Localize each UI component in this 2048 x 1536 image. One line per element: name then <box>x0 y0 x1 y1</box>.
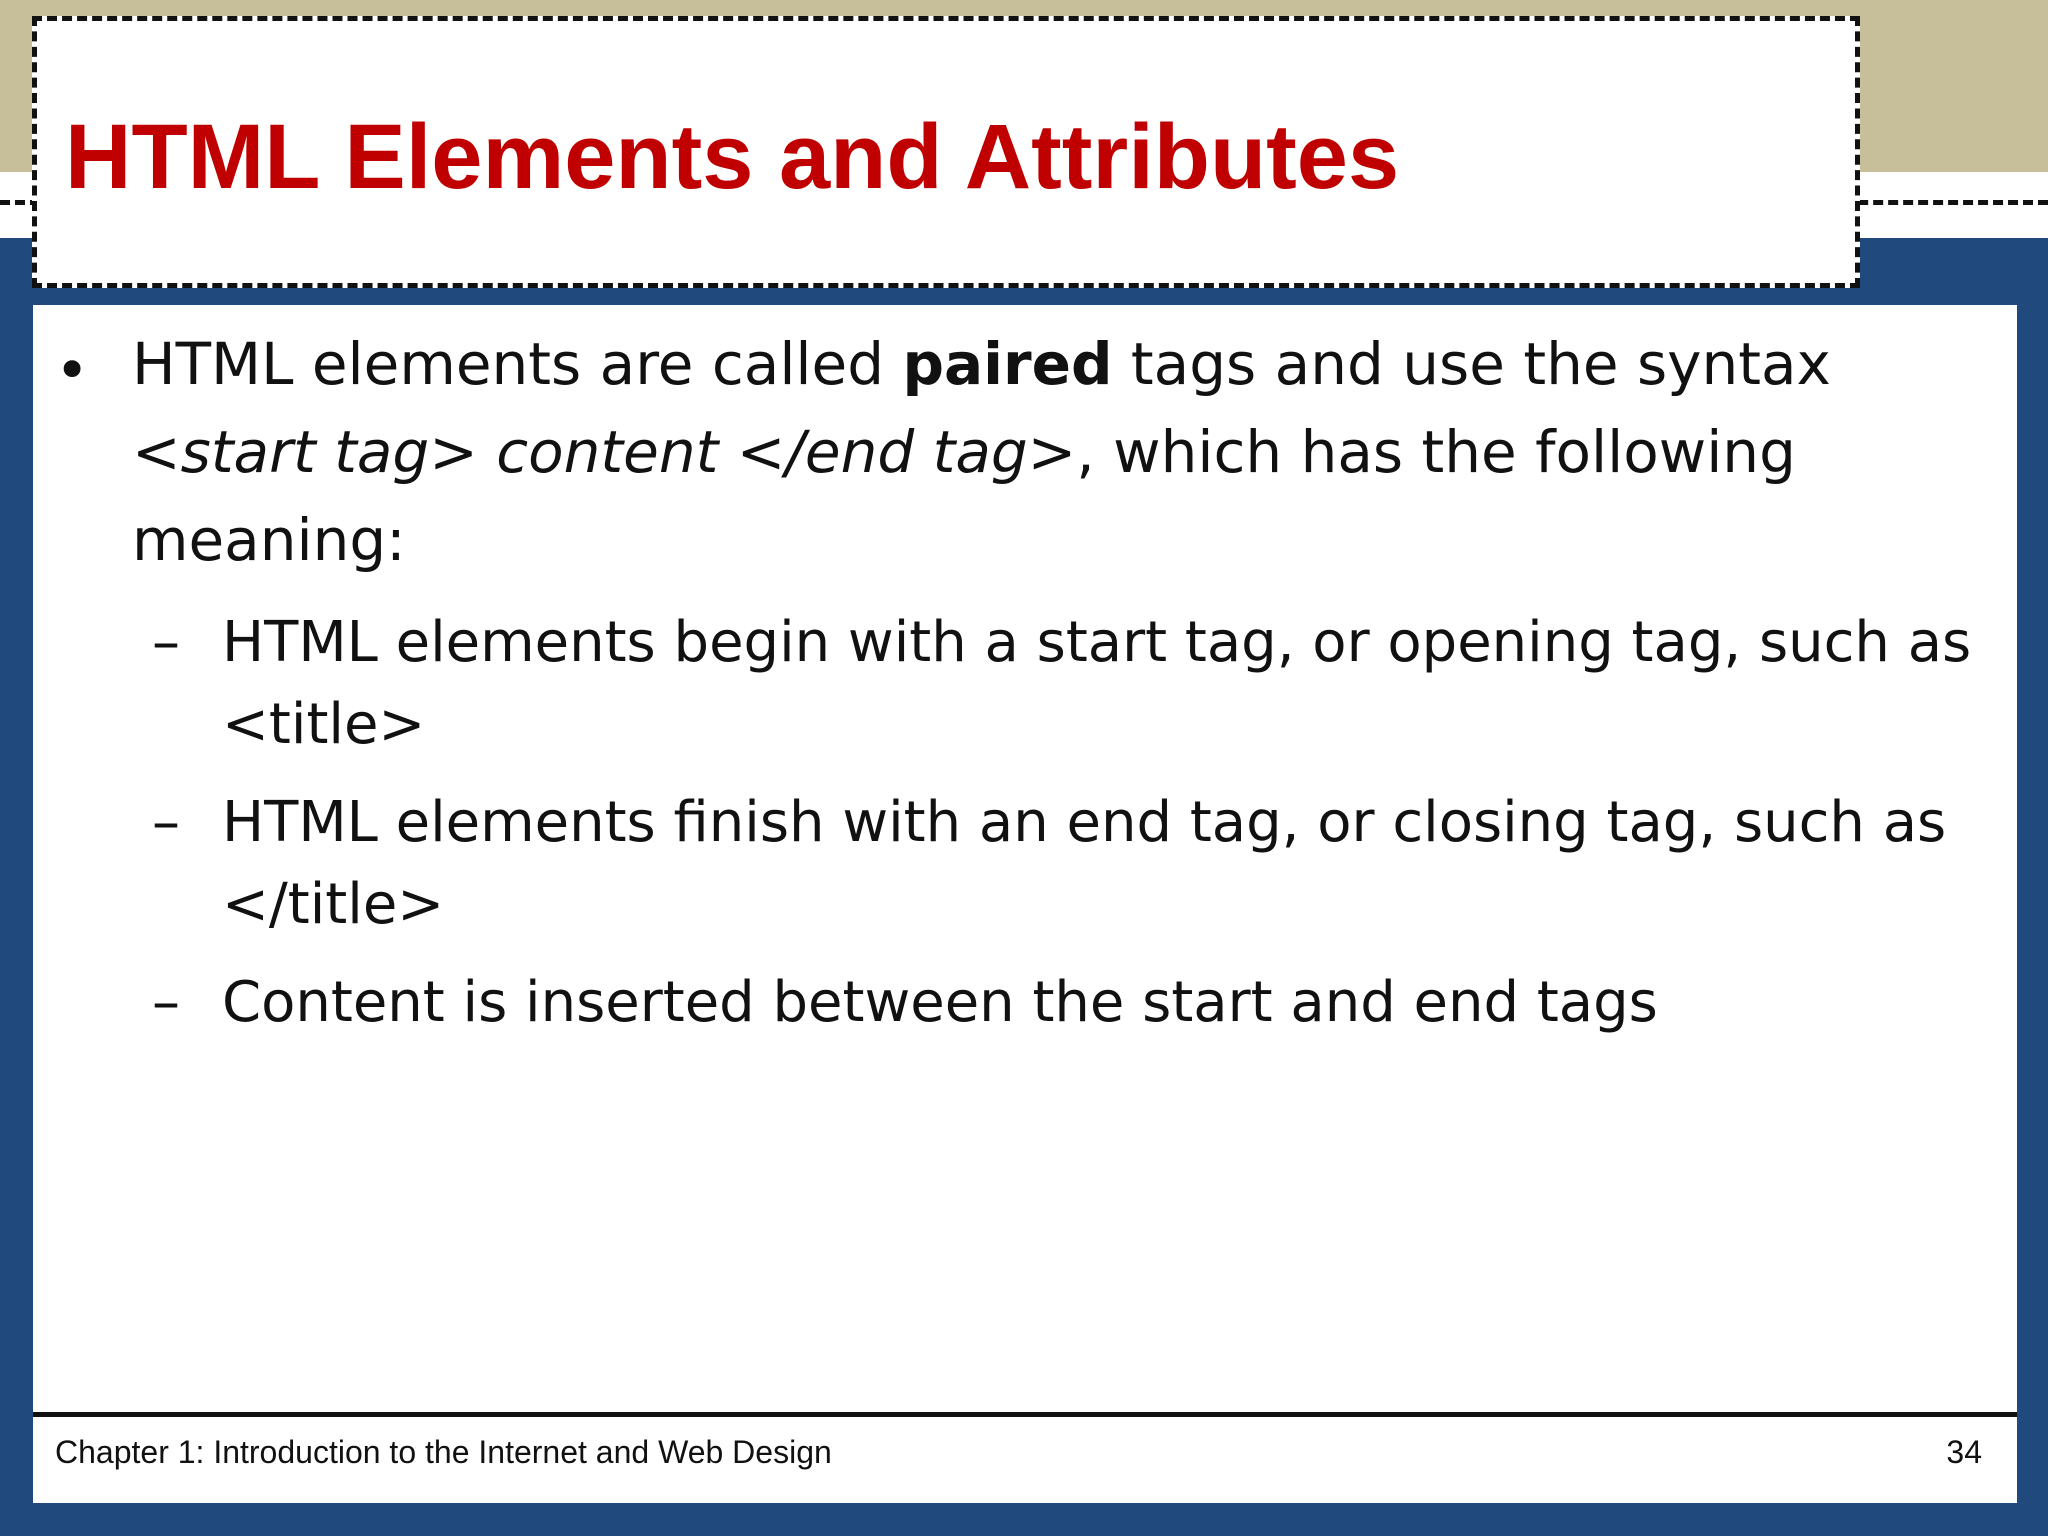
dash-marker-icon: – <box>152 790 180 855</box>
sub-bullet-2-line-2: </title> <box>222 872 445 937</box>
dash-marker-icon: – <box>152 970 180 1035</box>
bullet-text: meaning: <box>132 506 406 574</box>
sub-bullet-1-line-1: HTML elements begin with a start tag, or opening tag, such as <box>222 610 1972 675</box>
sub-bullet-3-line-1: Content is inserted between the start and end tags <box>222 970 1658 1035</box>
footer-page-number: 34 <box>1946 1434 1982 1470</box>
bullet-bold-term: paired <box>902 330 1113 398</box>
bullet-line-2 <box>132 408 1796 496</box>
sub-bullet-1-line-2: <title> <box>222 692 426 757</box>
slide-title: HTML Elements and Attributes <box>65 106 1400 208</box>
bullet-text: HTML elements are called <box>132 330 903 398</box>
bullet-line-1 <box>132 320 1831 408</box>
bullet-text: , which has the following <box>1076 418 1796 486</box>
title-box <box>32 16 1860 288</box>
bullet-syntax: <start tag> content </end tag> <box>132 418 1077 486</box>
footer-chapter: Chapter 1: Introduction to the Internet and Web Design <box>55 1434 832 1470</box>
bullet-dot-icon: • <box>55 336 90 404</box>
bullet-line-3 <box>132 496 406 584</box>
bullet-text: tags and use the syntax <box>1112 330 1831 398</box>
sub-bullet-2-line-1: HTML elements finish with an end tag, or closing tag, such as <box>222 790 1947 855</box>
dash-marker-icon: – <box>152 610 180 675</box>
footer-divider <box>33 1412 2017 1417</box>
